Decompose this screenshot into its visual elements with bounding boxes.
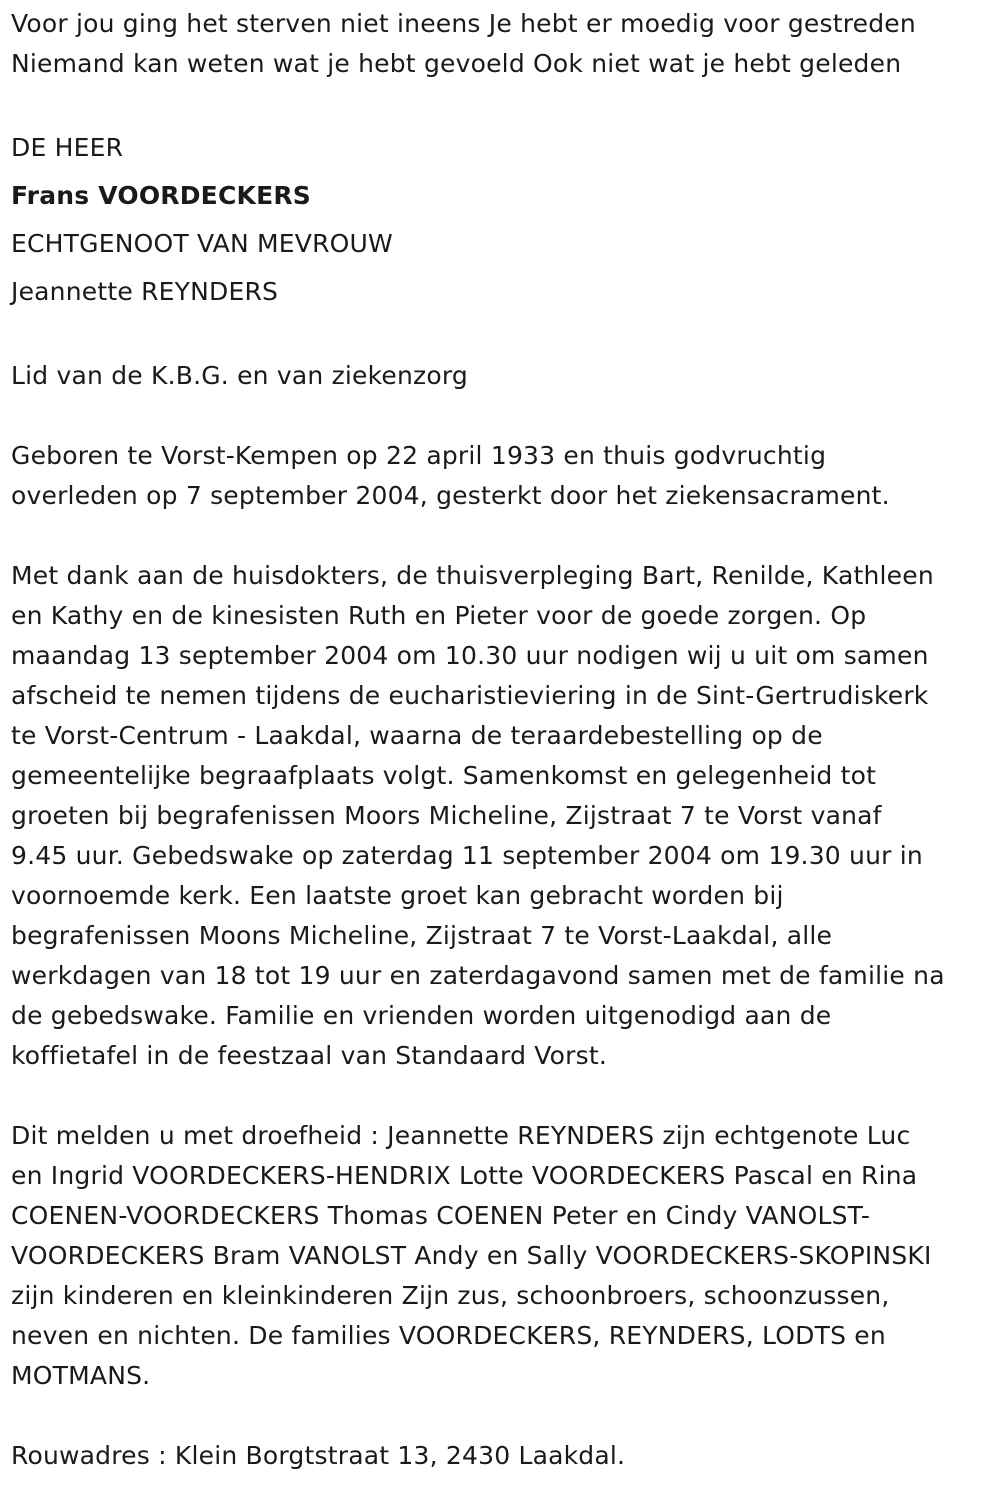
- paragraph-line: zijn kinderen en kleinkinderen Zijn zus, schoonbroers, schoonzussen,: [11, 1281, 890, 1310]
- spouse-name: Jeannette REYNDERS: [11, 277, 279, 306]
- poem: [11, 4, 991, 84]
- paragraph-line: gemeentelijke begraafplaats volgt. Samenkomst en gelegenheid tot: [11, 761, 877, 790]
- paragraph-line: maandag 13 september 2004 om 10.30 uur nodigen wij u uit om samen: [11, 641, 929, 670]
- paragraph-line: begrafenissen Moons Micheline, Zijstraat 7 te Vorst-Laakdal, alle: [11, 921, 833, 950]
- paragraph-line: overleden op 7 september 2004, gesterkt door het ziekensacrament.: [11, 481, 890, 510]
- death-notice: [11, 4, 991, 1476]
- paragraph-line: groeten bij begrafenissen Moors Micheline, Zijstraat 7 te Vorst vanaf: [11, 801, 882, 830]
- paragraph-line: en Ingrid VOORDECKERS-HENDRIX Lotte VOORDECKERS Pascal en Rina: [11, 1161, 918, 1190]
- paragraph-line: te Vorst-Centrum - Laakdal, waarna de teraardebestelling op de: [11, 721, 823, 750]
- paragraph-line: werkdagen van 18 tot 19 uur en zaterdagavond samen met de familie na: [11, 961, 945, 990]
- paragraph-line: koffietafel in de feestzaal van Standaard Vorst.: [11, 1041, 608, 1070]
- heading-block: [11, 124, 991, 316]
- deceased-name: Frans VOORDECKERS: [11, 181, 312, 210]
- paragraph-line: de gebedswake. Familie en vrienden worden uitgenodigd aan de: [11, 1001, 832, 1030]
- paragraph-line: COENEN-VOORDECKERS Thomas COENEN Peter en Cindy VANOLST-: [11, 1201, 871, 1230]
- paragraph-line: Geboren te Vorst-Kempen op 22 april 1933 en thuis godvruchtig: [11, 441, 827, 470]
- poem-line: Niemand kan weten wat je hebt gevoeld Ook niet wat je hebt geleden: [11, 49, 902, 78]
- paragraph-line: Dit melden u met droefheid : Jeannette REYNDERS zijn echtgenote Luc: [11, 1121, 911, 1150]
- announcement-paragraph: [11, 1116, 991, 1396]
- poem-line: Voor jou ging het sterven niet ineens Je hebt er moedig voor gestreden: [11, 9, 916, 38]
- paragraph-line: 9.45 uur. Gebedswake op zaterdag 11 september 2004 om 19.30 uur in: [11, 841, 923, 870]
- paragraph-line: MOTMANS.: [11, 1361, 151, 1390]
- paragraph-line: en Kathy en de kinesisten Ruth en Pieter voor de goede zorgen. Op: [11, 601, 867, 630]
- paragraph-line: neven en nichten. De families VOORDECKERS, REYNDERS, LODTS en: [11, 1321, 886, 1350]
- mourning-address: Rouwadres : Klein Borgtstraat 13, 2430 Laakdal.: [11, 1441, 626, 1470]
- birth-death-paragraph: [11, 436, 991, 516]
- title-prefix: DE HEER: [11, 133, 124, 162]
- paragraph-line: VOORDECKERS Bram VANOLST Andy en Sally VOORDECKERS-SKOPINSKI: [11, 1241, 932, 1270]
- paragraph-line: afscheid te nemen tijdens de eucharistieviering in de Sint-Gertrudiskerk: [11, 681, 929, 710]
- paragraph-line: voornoemde kerk. Een laatste groet kan gebracht worden bij: [11, 881, 784, 910]
- paragraph-line: Met dank aan de huisdokters, de thuisverpleging Bart, Renilde, Kathleen: [11, 561, 934, 590]
- ceremony-paragraph: [11, 556, 991, 1076]
- relation-line: ECHTGENOOT VAN MEVROUW: [11, 229, 393, 258]
- membership: Lid van de K.B.G. en van ziekenzorg: [11, 361, 468, 390]
